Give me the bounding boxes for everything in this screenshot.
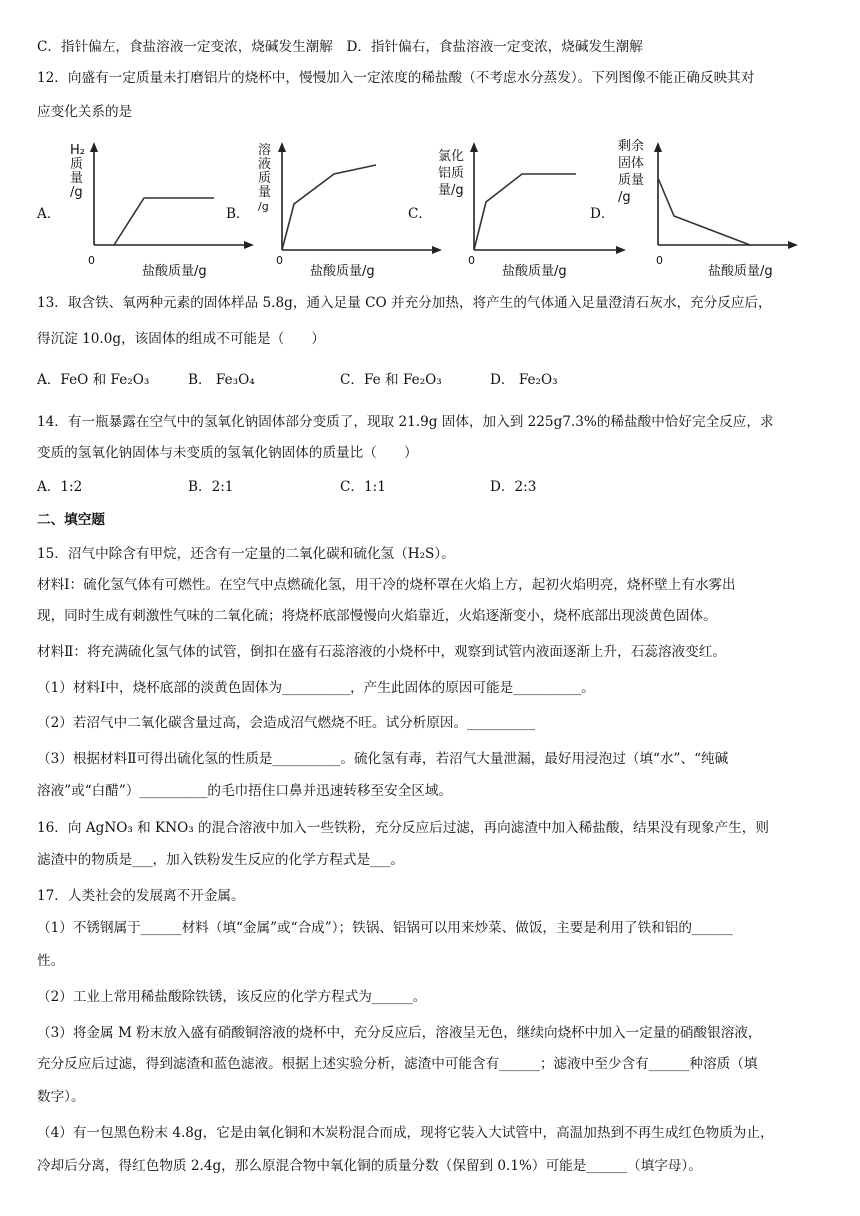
graph-b-curve [282,165,376,250]
graph-d-ylabel: 剩余 固体 质量 /g [618,139,645,205]
q13-option-a: A．FeO 和 Fe₂O₃ [37,372,150,388]
q17-intro: 17．人类社会的发展离不开金属。 [37,888,245,904]
q14-stem-line2: 变质的氢氧化钠固体与未变质的氢氧化钠固体的质量比（ ） [37,445,418,461]
graph-b-ylabel: 溶 液 质 量 /g [258,143,272,213]
q17-sub3-line3: 数字）。 [37,1089,85,1105]
graph-a-xlabel: 盐酸质量/g [142,264,207,279]
q13-option-c: C．Fe 和 Fe₂O₃ [340,372,442,388]
graph-d-xlabel: 盐酸质量/g [708,264,773,279]
graph-c-origin: 0 [468,254,475,267]
q14-option-d: D．2:3 [490,479,537,495]
q13-stem-line1: 13．取含铁、氧两种元素的固体样品 5.8g，通入足量 CO 并充分加热，将产生的气体通入足量澄清石灰水，充分反应后， [37,295,772,311]
q15-intro: 15．沼气中除含有甲烷，还含有一定量的二氧化碳和硫化氢（H₂S）。 [37,546,455,562]
graph-b-origin: 0 [276,254,283,267]
graph-a-origin: 0 [88,254,95,267]
q14-option-b: B．2:1 [188,479,234,495]
q13-option-b: B． Fe₃O₄ [188,372,255,388]
q17-sub2: （2）工业上常用稀盐酸除铁锈，该反应的化学方程式为______。 [37,989,427,1005]
graph-c-ylabel: 氯化 铝质 量/g [438,149,465,198]
graph-c-curve [474,174,576,250]
q17-sub1-line1: （1）不锈钢属于______材料（填“金属”或“合成”）；铁锅、铝锅可以用来炒菜、做饭，主要是利用了铁和铝的______ [37,920,733,936]
q17-sub4-line1: （4）有一包黑色粉末 4.8g，它是由氧化铜和木炭粉混合而成，现将它装入大试管中，高温加热到不再生成红色物质为止， [37,1125,774,1141]
q17-sub3-line2: 充分反应后过滤，得到滤渣和蓝色滤液。根据上述实验分析，滤渣中可能含有______；滤液中至少含有______种溶质（填 [37,1056,758,1072]
graph-a-curve [114,198,214,245]
q13-stem-line2: 得沉淀 10.0g，该固体的组成不可能是（ ） [37,331,325,347]
q12-option-a-letter: A． [37,206,61,222]
q12-option-d-letter: D． [590,206,615,222]
q15-sub2: （2）若沼气中二氧化碳含量过高，会造成沼气燃烧不旺。试分析原因。__________ [37,715,536,731]
q14-option-a: A．1:2 [37,479,83,495]
q17-sub1-line2: 性。 [37,953,65,969]
q17-sub4-line2: 冷却后分离，得红色物质 2.4g，那么原混合物中氧化铜的质量分数（保留到 0.1%）可能是______（填字母）。 [37,1158,702,1174]
graph-b-xlabel: 盐酸质量/g [310,264,375,279]
q12-graph-d [612,140,812,280]
q11-options-cd: C．指针偏左，食盐溶液一定变浓，烧碱发生潮解 D．指针偏右，食盐溶液一定变浓，烧碱发生潮解 [37,39,643,55]
q16-stem-line1: 16．向 AgNO₃ 和 KNO₃ 的混合溶液中加入一些铁粉，充分反应后过滤，再向滤渣中加入稀盐酸，结果没有现象产生，则 [37,820,769,836]
q15-material1-line1: 材料Ⅰ：硫化氢气体有可燃性。在空气中点燃硫化氢，用干冷的烧杯罩在火焰上方，起初火焰明亮，烧杯壁上有水雾出 [37,577,736,593]
q15-sub1: （1）材料Ⅰ中，烧杯底部的淡黄色固体为__________，产生此固体的原因可能是__________。 [37,680,595,696]
q12-option-c-letter: C． [408,206,432,222]
q15-material1-line2: 现，同时生成有刺激性气味的二氧化硫；将烧杯底部慢慢向火焰靠近，火焰逐渐变小，烧杯底部出现淡黄色固体。 [37,608,717,624]
q15-material2: 材料Ⅱ：将充满硫化氢气体的试管，倒扣在盛有石蕊溶液的小烧杯中，观察到试管内液面逐渐上升，石蕊溶液变红。 [37,644,726,660]
q12-option-b-letter: B． [226,206,250,222]
graph-d-curve [658,178,750,245]
q14-stem-line1: 14．有一瓶暴露在空气中的氢氧化钠固体部分变质了，现取 21.9g 固体，加入到 225g7.3%的稀盐酸中恰好完全反应，求 [37,414,774,430]
q15-sub3-line1: （3）根据材料Ⅱ可得出硫化氢的性质是__________。硫化氢有毒，若沼气大量泄漏，最好用浸泡过（填“水”、“纯碱 [37,751,729,767]
section-heading-fill-in: 二、填空题 [37,512,105,528]
q17-sub3-line1: （3）将金属 M 粉末放入盛有硝酸铜溶液的烧杯中，充分反应后，溶液呈无色，继续向烧杯中加入一定量的硝酸银溶液， [37,1025,762,1041]
graph-a-ylabel: H₂ 质 量 /g [70,143,85,200]
graph-c-xlabel: 盐酸质量/g [502,264,567,279]
q12-stem-line2: 应变化关系的是 [37,104,133,120]
graph-d-origin: 0 [656,254,663,267]
q13-option-d: D． Fe₂O₃ [490,372,558,388]
q14-option-c: C．1:1 [340,479,386,495]
q15-sub3-line2: 溶液”或“白醋”）__________的毛巾捂住口鼻并迅速转移至安全区域。 [37,783,453,799]
q16-stem-line2: 滤渣中的物质是___，加入铁粉发生反应的化学方程式是___。 [37,852,405,868]
graph-d-plot [612,140,812,280]
q12-stem-line1: 12．向盛有一定质量未打磨铝片的烧杯中，慢慢加入一定浓度的稀盐酸（不考虑水分蒸发）。下列图像不能正确反映其对 [37,70,755,86]
